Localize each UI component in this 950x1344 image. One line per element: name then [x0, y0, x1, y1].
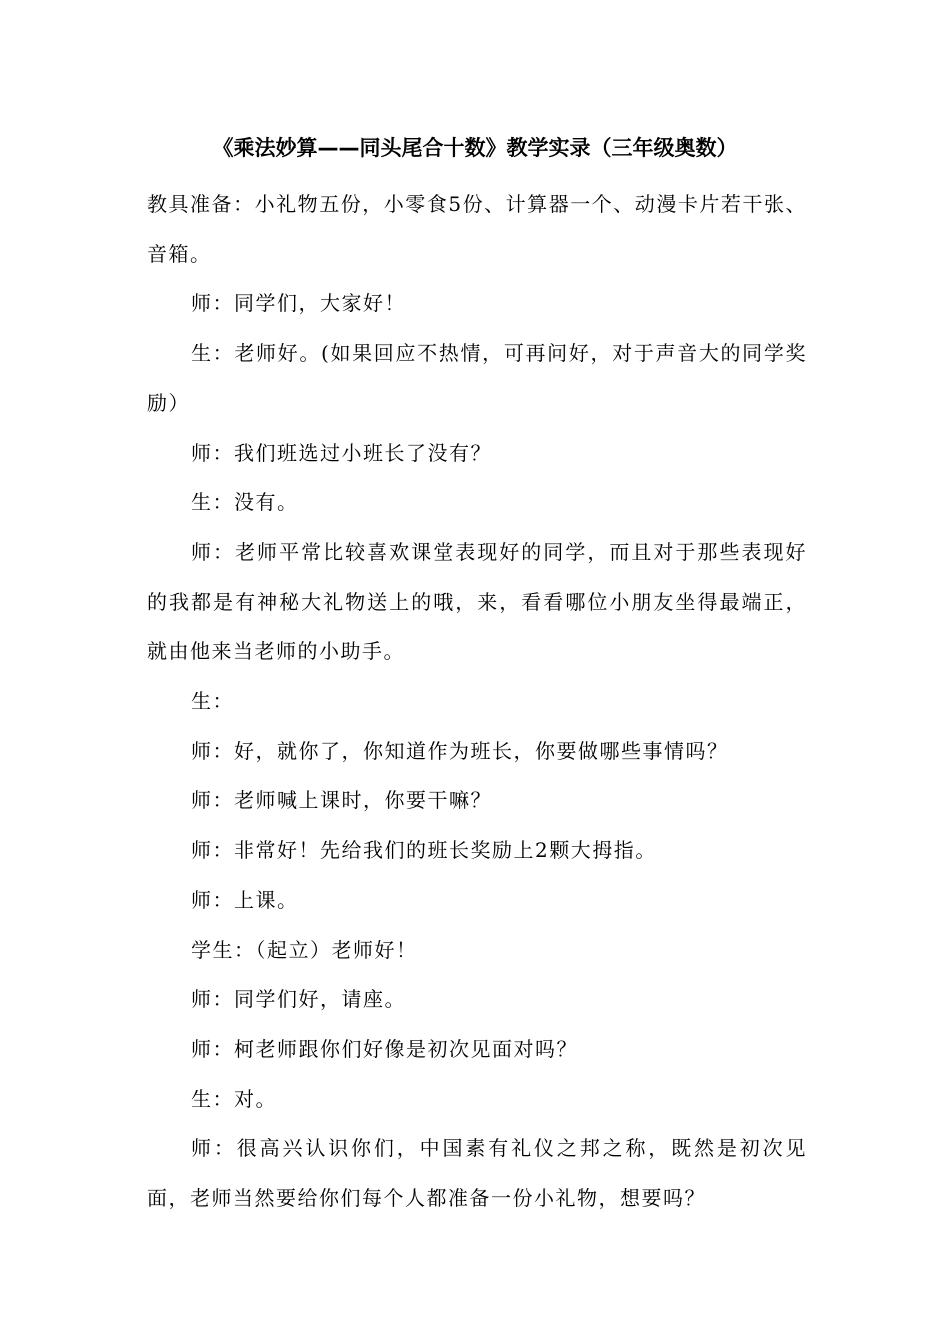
dialogue-line: 师：上课。 — [191, 887, 299, 912]
dialogue-line: 师：老师喊上课时，你要干嘛？ — [191, 788, 492, 813]
dialogue-line: 生： — [191, 689, 234, 714]
dialogue-line: 生：老师好。(如果回应不热情，可再问好，对于声音大的同学奖励） — [147, 341, 807, 415]
dialogue-line: 师：老师平常比较喜欢课堂表现好的同学，而且对于那些表现好的我都是有神秘大礼物送上的哦，来，看看哪位小朋友坐得最端正，就由他来当老师的小助手。 — [147, 539, 807, 664]
dialogue-line: 学生：（起立）老师好！ — [191, 937, 418, 962]
dialogue-line: 师：同学们，大家好！ — [191, 291, 406, 316]
dialogue-line: 师：好，就你了，你知道作为班长，你要做哪些事情吗？ — [191, 738, 729, 763]
dialogue-line: 师：非常好！先给我们的班长奖励上2颗大拇指。 — [191, 838, 657, 863]
dialogue-line: 生：没有。 — [191, 490, 299, 515]
dialogue-line: 师：很高兴认识你们，中国素有礼仪之邦之称，既然是初次见面，老师当然要给你们每个人都准备一份小礼物，想要吗？ — [147, 1136, 807, 1211]
dialogue-line: 师：同学们好，请座。 — [191, 987, 406, 1012]
dialogue-line: 师：柯老师跟你们好像是初次见面对吗？ — [191, 1036, 578, 1061]
document-body — [147, 180, 807, 1224]
dialogue-line: 生：对。 — [191, 1086, 277, 1111]
materials-paragraph: 教具准备：小礼物五份，小零食5份、计算器一个、动漫卡片若干张、音箱。 — [147, 192, 807, 266]
dialogue-line: 师：我们班选过小班长了没有？ — [191, 440, 492, 465]
document-title: 《乘法妙算——同头尾合十数》教学实录（三年级奥数） — [212, 136, 738, 160]
